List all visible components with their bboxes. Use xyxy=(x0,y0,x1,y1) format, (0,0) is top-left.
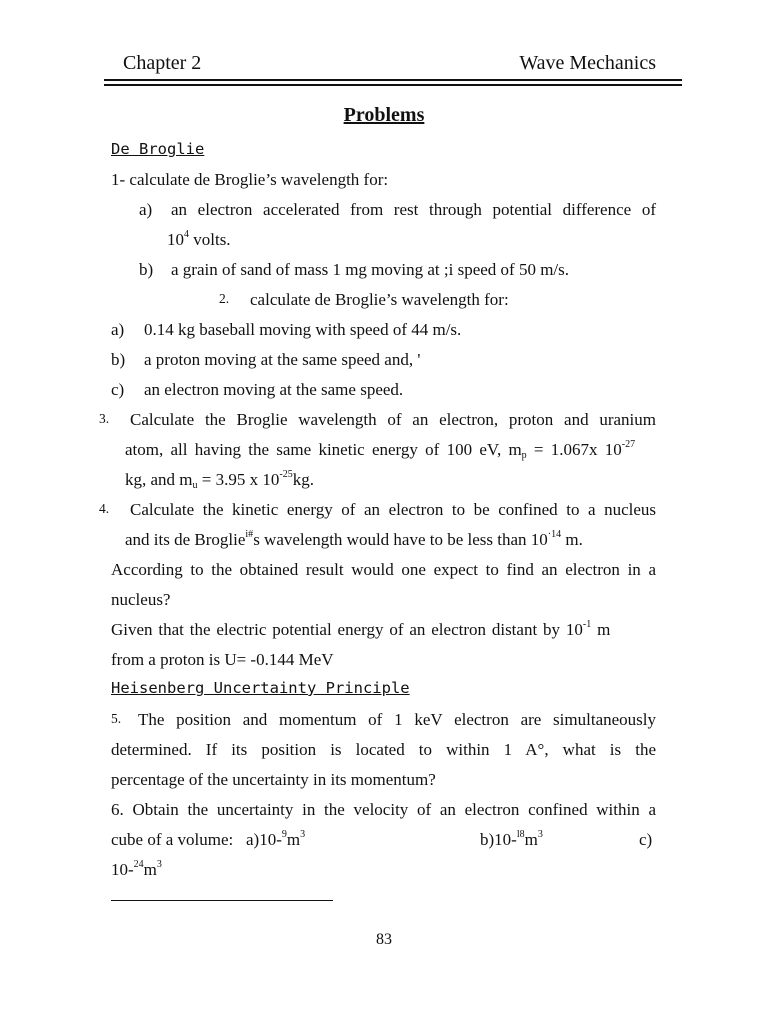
page-number: 83 xyxy=(376,931,392,948)
problem-4-line3: According to the obtained result would one expect to find an electron in a xyxy=(111,560,656,579)
problem-6-option-c-label: c) xyxy=(639,830,653,849)
problem-4-line2: and its de Broglie$^{i\#}$s wavelength would have to be less than $10^{\cdot 14}$ m. xyxy=(125,529,583,549)
problem-6-option-b: $b)10-^{l8}m^3$ xyxy=(480,829,543,849)
problem-1b-text: a grain of sand of mass 1 mg moving at ;i speed of 50 m/s. xyxy=(171,260,570,279)
problem-3-line2: atom, all having the same kinetic energy of 100 eV, $m_p = 1.067x$ $10^{-27}$ xyxy=(125,439,636,461)
problem-6-option-a: cube of a volume: $a)10-^9m^3$ xyxy=(111,829,306,849)
problem-2-intro: calculate de Broglie’s wavelength for: xyxy=(250,290,509,309)
section-heading-de-broglie: De Broglie xyxy=(111,140,205,158)
problem-1a-line2: $10^4$ volts. xyxy=(167,229,231,249)
problem-2b-label: b) xyxy=(111,350,126,369)
problem-3-number: 3. xyxy=(99,411,110,426)
header-title: Wave Mechanics xyxy=(519,52,656,74)
problem-2-number: 2. xyxy=(219,291,230,306)
problem-5-line2: determined. If its position is located to within 1 A°, what is the xyxy=(111,740,656,759)
problem-2a-label: a) xyxy=(111,320,125,339)
problem-3-line1: Calculate the Broglie wavelength of an electron, proton and uranium xyxy=(130,410,656,429)
header-chapter: Chapter 2 xyxy=(123,52,202,74)
footnote-rule xyxy=(111,900,333,901)
problem-5-line1: The position and momentum of 1 keV electron are simultaneously xyxy=(138,710,656,729)
problem-2c-text: an electron moving at the same speed. xyxy=(144,380,404,399)
problem-1a-label: a) xyxy=(139,200,153,219)
problem-4-line6: from a proton is U= -0.144 MeV xyxy=(111,650,334,669)
problem-5-number: 5. xyxy=(111,711,122,726)
problem-2c-label: c) xyxy=(111,380,125,399)
problem-4-line1: Calculate the kinetic energy of an electron to be confined to a nucleus xyxy=(130,500,656,519)
problem-1b-label: b) xyxy=(139,260,154,279)
problem-2b-text: a proton moving at the same speed and, ' xyxy=(144,350,421,369)
header-rule-bottom xyxy=(104,84,682,86)
page-title: Problems xyxy=(343,104,425,126)
problem-1a-line1: an electron accelerated from rest through potential difference of xyxy=(171,200,656,219)
problem-6-option-c: $10-^{24}m^3$ xyxy=(111,859,162,879)
header-rule-top xyxy=(104,79,682,81)
problem-1-intro: 1- calculate de Broglie’s wavelength for: xyxy=(111,170,389,189)
section-heading-heisenberg: Heisenberg Uncertainty Principle xyxy=(111,679,410,697)
problem-4-line4: nucleus? xyxy=(111,590,171,609)
problem-4-number: 4. xyxy=(99,501,110,516)
problem-3-line3: kg, and $m_u = 3.95$ x $10^{-25}kg$. xyxy=(125,469,314,491)
problem-6-line1: 6. Obtain the uncertainty in the velocity of an electron confined within a xyxy=(111,800,656,819)
problem-2a-text: 0.14 kg baseball moving with speed of 44 m/s. xyxy=(144,320,462,339)
problem-5-line3: percentage of the uncertainty in its momentum? xyxy=(111,770,436,789)
problem-4-line5: Given that the electric potential energy of an electron distant by $10^{-1}$ m xyxy=(111,619,611,639)
